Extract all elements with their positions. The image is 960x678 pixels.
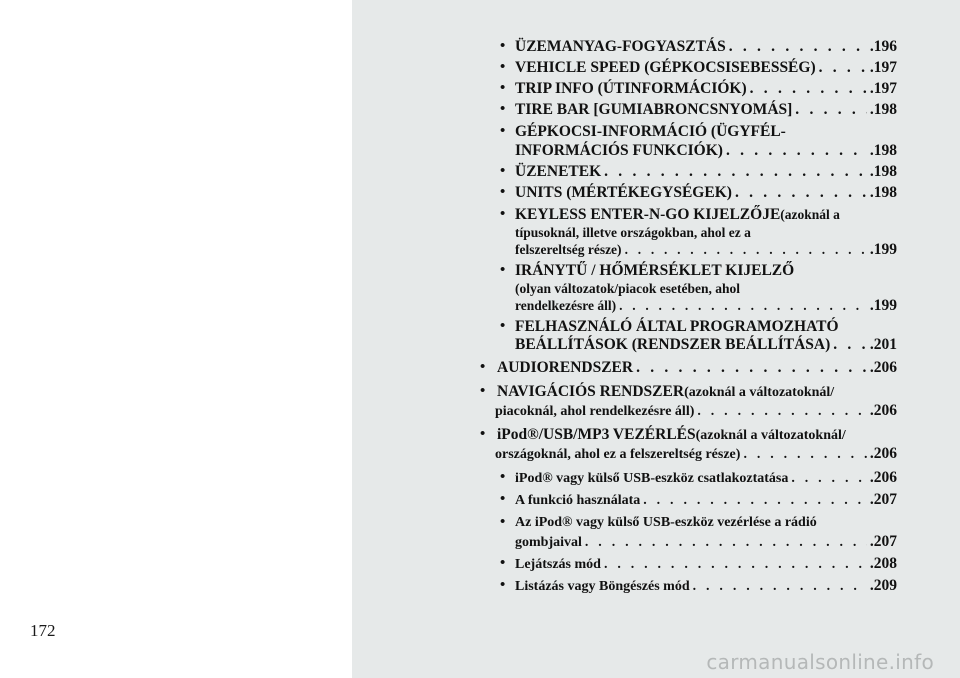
toc-entry-line1: NAVIGÁCIÓS RENDSZER (azoknál a változatoknál/ bbox=[497, 383, 835, 400]
toc-entry-page: .197 bbox=[869, 59, 897, 76]
toc-entry-title: TIRE BAR [GUMIABRONCSNYOMÁS] bbox=[515, 101, 793, 118]
toc-entry-line1: GÉPKOCSI-INFORMÁCIÓ (ÜGYFÉL- bbox=[515, 123, 786, 140]
toc-entry[interactable] bbox=[515, 533, 897, 552]
toc-entry-page: .206 bbox=[869, 402, 897, 419]
dot-leader bbox=[585, 534, 867, 552]
toc-entry[interactable] bbox=[515, 38, 897, 56]
toc-entry-title: ÜZENETEK bbox=[515, 163, 602, 180]
bullet: • bbox=[500, 577, 506, 593]
dot-leader bbox=[743, 446, 866, 464]
toc-entry[interactable] bbox=[515, 101, 897, 119]
toc-entry-line1: KEYLESS ENTER-N-GO KIJELZŐJE (azoknál a bbox=[515, 206, 840, 223]
toc-entry-line1: iPod®/USB/MP3 VEZÉRLÉS (azoknál a változatoknál/ bbox=[497, 426, 846, 443]
toc-entry[interactable] bbox=[495, 402, 897, 421]
toc-entry-title: országoknál, ahol ez a felszereltség része) bbox=[495, 447, 741, 462]
toc-entry-title: BEÁLLÍTÁSOK (RENDSZER BEÁLLÍTÁSA) bbox=[515, 336, 831, 353]
toc-entry[interactable] bbox=[515, 59, 897, 77]
toc-entry-title: A funkció használata bbox=[515, 493, 641, 508]
bullet: • bbox=[500, 184, 506, 200]
dot-leader bbox=[833, 336, 867, 354]
toc-entry-title: felszereltség része) bbox=[515, 242, 622, 257]
dot-leader bbox=[619, 297, 867, 315]
toc-entry[interactable] bbox=[495, 445, 897, 464]
bullet: • bbox=[500, 123, 506, 139]
left-page bbox=[0, 0, 352, 678]
toc-entry[interactable] bbox=[515, 184, 897, 202]
toc-entry[interactable] bbox=[515, 297, 897, 315]
toc-entry-title: rendelkezésre áll) bbox=[515, 298, 617, 313]
dot-leader bbox=[643, 492, 867, 510]
toc-entry-line2: (olyan változatok/piacok esetében, ahol bbox=[515, 281, 740, 296]
toc-entry-page: .206 bbox=[869, 359, 897, 376]
right-page bbox=[352, 0, 960, 678]
dot-leader bbox=[625, 241, 867, 259]
toc-entry-page: .206 bbox=[869, 469, 897, 486]
toc-entry-title: UNITS (MÉRTÉKEGYSÉGEK) bbox=[515, 184, 732, 201]
dot-leader bbox=[819, 59, 867, 77]
toc-entry-line2: típusoknál, illetve országokban, ahol ez a bbox=[515, 225, 751, 240]
toc-entry-line1: Az iPod® vagy külső USB-eszköz vezérlése a rádió bbox=[515, 515, 817, 530]
toc-entry-page: .206 bbox=[869, 445, 897, 462]
bullet: • bbox=[500, 318, 506, 334]
dot-leader bbox=[750, 80, 867, 98]
bullet: • bbox=[480, 359, 486, 375]
toc-entry[interactable] bbox=[515, 469, 897, 488]
bullet: • bbox=[500, 80, 506, 96]
bullet: • bbox=[500, 491, 506, 507]
toc-entry-title: TRIP INFO (ÚTINFORMÁCIÓK) bbox=[515, 80, 747, 97]
dot-leader bbox=[697, 403, 867, 421]
toc-entry[interactable] bbox=[515, 577, 897, 596]
toc-entry-title: ÜZEMANYAG-FOGYASZTÁS bbox=[515, 38, 726, 55]
dot-leader bbox=[729, 38, 867, 56]
toc-entry-page: .198 bbox=[869, 142, 897, 159]
toc-entry-title: iPod® vagy külső USB-eszköz csatlakoztatása bbox=[515, 471, 789, 486]
toc-entry-title: INFORMÁCIÓS FUNKCIÓK) bbox=[515, 142, 723, 159]
bullet: • bbox=[500, 262, 506, 278]
dot-leader bbox=[636, 359, 867, 377]
toc-entry-line1: FELHASZNÁLÓ ÁLTAL PROGRAMOZHATÓ bbox=[515, 318, 839, 335]
bullet: • bbox=[500, 38, 506, 54]
page-number: 172 bbox=[30, 621, 56, 640]
toc-entry-page: .198 bbox=[869, 184, 897, 201]
toc-entry-title: gombjaival bbox=[515, 535, 582, 550]
bullet: • bbox=[480, 383, 486, 399]
toc-entry-page: .198 bbox=[869, 101, 897, 118]
toc-entry-page: .209 bbox=[869, 577, 897, 594]
toc-entry-page: .207 bbox=[869, 491, 897, 508]
toc-entry-page: .197 bbox=[869, 80, 897, 97]
bullet: • bbox=[500, 59, 506, 75]
toc-entry-page: .196 bbox=[869, 38, 897, 55]
toc-entry[interactable] bbox=[515, 491, 897, 510]
toc-entry-title: piacoknál, ahol rendelkezésre áll) bbox=[495, 404, 695, 419]
bullet: • bbox=[500, 206, 506, 222]
dot-leader bbox=[604, 556, 867, 574]
toc-entry-title: AUDIORENDSZER bbox=[497, 359, 634, 376]
toc-entry-page: .208 bbox=[869, 555, 897, 572]
toc-entry[interactable] bbox=[515, 163, 897, 181]
watermark: carmanualsonline.info bbox=[706, 650, 934, 674]
toc-entry-page: .199 bbox=[869, 241, 897, 258]
toc-entry-page: .201 bbox=[869, 336, 897, 353]
dot-leader bbox=[791, 470, 867, 488]
bullet: • bbox=[500, 555, 506, 571]
table-of-contents bbox=[352, 0, 960, 678]
toc-entry-title: VEHICLE SPEED (GÉPKOCSISEBESSÉG) bbox=[515, 59, 816, 76]
dot-leader bbox=[604, 163, 867, 181]
dot-leader bbox=[795, 101, 867, 119]
toc-entry[interactable] bbox=[515, 241, 897, 259]
toc-entry-title: Listázás vagy Böngészés mód bbox=[515, 579, 690, 594]
toc-entry-title: Lejátszás mód bbox=[515, 557, 601, 572]
dot-leader bbox=[693, 578, 867, 596]
toc-entry-line1: IRÁNYTŰ / HŐMÉRSÉKLET KIJELZŐ bbox=[515, 262, 795, 279]
bullet: • bbox=[500, 514, 506, 530]
bullet: • bbox=[480, 426, 486, 442]
toc-entry[interactable] bbox=[515, 142, 897, 160]
bullet: • bbox=[500, 163, 506, 179]
toc-entry[interactable] bbox=[515, 555, 897, 574]
toc-entry-page: .207 bbox=[869, 533, 897, 550]
bullet: • bbox=[500, 101, 506, 117]
toc-entry[interactable] bbox=[515, 336, 897, 354]
bullet: • bbox=[500, 469, 506, 485]
toc-entry[interactable] bbox=[515, 80, 897, 98]
toc-entry-page: .199 bbox=[869, 297, 897, 314]
dot-leader bbox=[735, 184, 867, 202]
toc-entry-page: .198 bbox=[869, 163, 897, 180]
toc-entry[interactable] bbox=[497, 359, 897, 377]
dot-leader bbox=[726, 142, 867, 160]
